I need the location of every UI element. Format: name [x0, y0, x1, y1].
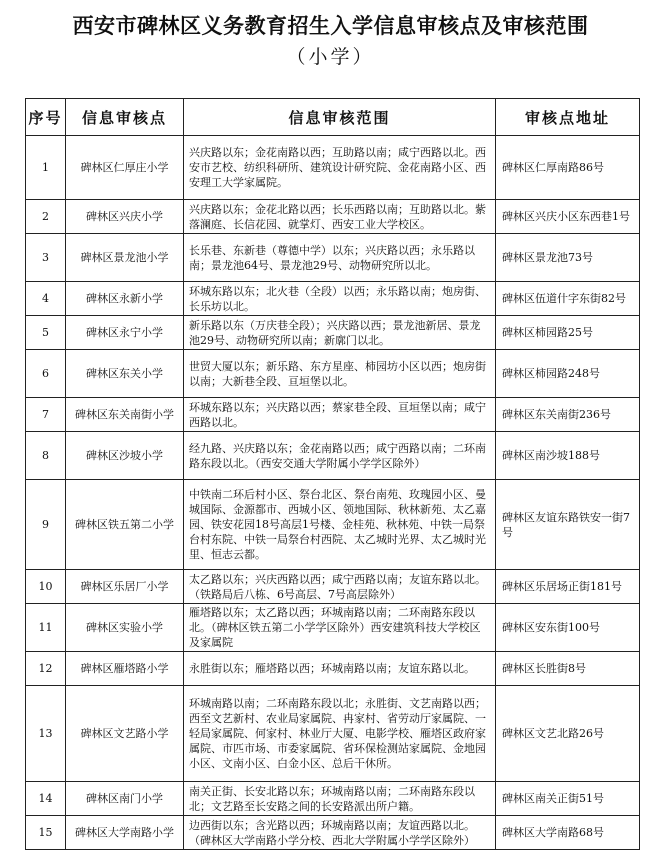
row-number: 4 [26, 282, 66, 316]
review-scope: 环城东路以东；北火巷（全段）以西；永乐路以南；炮房街、长乐坊以北。 [184, 282, 496, 316]
review-point: 碑林区文艺路小学 [66, 686, 184, 782]
review-scope: 中铁南二环后村小区、祭台北区、祭台南苑、玫瑰园小区、曼城国际、金源都市、西城小区、领地国际、秋林新苑、太乙嘉园、铁安花园18号高层1号楼、金桂苑、秋林苑、中铁一局祭台村东院、中铁一局祭台村西院、太乙城时光界、太乙城时光里、恒志云都。 [184, 480, 496, 570]
table-row [26, 570, 640, 604]
review-point: 碑林区永新小学 [66, 282, 184, 316]
column-header-point: 信息审核点 [66, 99, 184, 136]
row-number: 2 [26, 200, 66, 234]
page-subtitle: （小学） [286, 46, 375, 68]
review-scope: 雁塔路以东；太乙路以西；环城南路以南；二环南路东段以北。（碑林区铁五第二小学学区除外）西安建筑科技大学校区及家属院 [184, 604, 496, 652]
table-row [26, 200, 640, 234]
review-address: 碑林区乐居场正街181号 [496, 570, 640, 604]
review-scope: 南关正街、长安北路以东；环城南路以南；二环南路东段以北；文艺路至长安路之间的长安路派出所户籍。 [184, 782, 496, 816]
review-address: 碑林区兴庆小区东西巷1号 [496, 200, 640, 234]
review-scope: 经九路、兴庆路以东；金花南路以西；咸宁西路以南；二环南路东段以北。（西安交通大学附属小学学区除外） [184, 432, 496, 480]
row-number: 8 [26, 432, 66, 480]
table-row [26, 136, 640, 200]
row-number: 5 [26, 316, 66, 350]
review-scope: 新乐路以东（万庆巷全段）；兴庆路以西；景龙池新居、景龙池29号、动物研究所以南；新廓门以北。 [184, 316, 496, 350]
row-number: 10 [26, 570, 66, 604]
review-address: 碑林区安东街100号 [496, 604, 640, 652]
table-row [26, 782, 640, 816]
row-number: 11 [26, 604, 66, 652]
table-row [26, 652, 640, 686]
review-scope: 兴庆路以东；金花南路以西；互助路以南；咸宁西路以北。西安市艺校、纺织科研所、建筑设计研究院、金花南路小区、西安理工大学家属院。 [184, 136, 496, 200]
review-scope: 长乐巷、东新巷（尊德中学）以东；兴庆路以西；永乐路以南；景龙池64号、景龙池29号、动物研究所以北。 [184, 234, 496, 282]
table-row [26, 350, 640, 398]
table-row [26, 432, 640, 480]
review-scope: 环城南路以南；二环南路东段以北；永胜街、文艺南路以西；西至文艺新村、农业局家属院、冉家村、省劳动厅家属院、一轻局家属院、何家村、林业厅大厦、电影学校、雁塔区政府家属院、市匹市场、市委家属院、省环保检测站家属院、金地园小区、文南小区、白金小区、总后干休所。 [184, 686, 496, 782]
review-point: 碑林区永宁小学 [66, 316, 184, 350]
table-row [26, 480, 640, 570]
review-point: 碑林区仁厚庄小学 [66, 136, 184, 200]
row-number: 3 [26, 234, 66, 282]
row-number: 13 [26, 686, 66, 782]
review-point: 碑林区兴庆小学 [66, 200, 184, 234]
review-address: 碑林区文艺北路26号 [496, 686, 640, 782]
review-point: 碑林区乐居厂小学 [66, 570, 184, 604]
review-address: 碑林区仁厚南路86号 [496, 136, 640, 200]
review-point: 碑林区实验小学 [66, 604, 184, 652]
column-header-no: 序号 [26, 99, 66, 136]
table-row [26, 234, 640, 282]
page-title: 西安市碑林区义务教育招生入学信息审核点及审核范围 [72, 13, 589, 38]
review-address: 碑林区柿园路248号 [496, 350, 640, 398]
column-header-address: 审核点地址 [496, 99, 640, 136]
review-address: 碑林区长胜街8号 [496, 652, 640, 686]
row-number: 15 [26, 816, 66, 850]
row-number: 14 [26, 782, 66, 816]
row-number: 6 [26, 350, 66, 398]
review-address: 碑林区南沙坡188号 [496, 432, 640, 480]
review-address: 碑林区南关正街51号 [496, 782, 640, 816]
table-row [26, 686, 640, 782]
review-scope: 兴庆路以东；金花北路以西；长乐西路以南；互助路以北。紫落澜庭、长信花园、就掌灯、西安工业大学校区。 [184, 200, 496, 234]
review-points-table [25, 98, 640, 850]
review-address: 碑林区伍道什字东街82号 [496, 282, 640, 316]
table-row [26, 816, 640, 850]
row-number: 7 [26, 398, 66, 432]
review-scope: 世贸大厦以东；新乐路、东方星座、柿园坊小区以西；炮房街以南；大新巷全段、亘垣堡以北。 [184, 350, 496, 398]
row-number: 12 [26, 652, 66, 686]
review-address: 碑林区东关南街236号 [496, 398, 640, 432]
row-number: 1 [26, 136, 66, 200]
review-scope: 环城东路以东；兴庆路以西；蔡家巷全段、亘垣堡以南；咸宁西路以北。 [184, 398, 496, 432]
review-point: 碑林区大学南路小学 [66, 816, 184, 850]
review-address: 碑林区友谊东路铁安一街7号 [496, 480, 640, 570]
row-number: 9 [26, 480, 66, 570]
review-scope: 永胜街以东；雁塔路以西；环城南路以南；友谊东路以北。 [184, 652, 496, 686]
table-row [26, 282, 640, 316]
review-point: 碑林区景龙池小学 [66, 234, 184, 282]
table-row [26, 604, 640, 652]
review-point: 碑林区东关小学 [66, 350, 184, 398]
review-point: 碑林区沙坡小学 [66, 432, 184, 480]
review-scope: 边西街以东；含光路以西；环城南路以南；友谊西路以北。（碑林区大学南路小学分校、西北大学附属小学学区除外） [184, 816, 496, 850]
table-header-row [26, 99, 640, 136]
review-address: 碑林区柿园路25号 [496, 316, 640, 350]
table-row [26, 316, 640, 350]
review-point: 碑林区东关南街小学 [66, 398, 184, 432]
review-scope: 太乙路以东；兴庆西路以西；咸宁西路以南；友谊东路以北。（铁路局后八栋、6号高层、7号高层除外） [184, 570, 496, 604]
table-row [26, 398, 640, 432]
review-point: 碑林区铁五第二小学 [66, 480, 184, 570]
review-point: 碑林区南门小学 [66, 782, 184, 816]
column-header-scope: 信息审核范围 [184, 99, 496, 136]
review-address: 碑林区景龙池73号 [496, 234, 640, 282]
review-address: 碑林区大学南路68号 [496, 816, 640, 850]
review-point: 碑林区雁塔路小学 [66, 652, 184, 686]
